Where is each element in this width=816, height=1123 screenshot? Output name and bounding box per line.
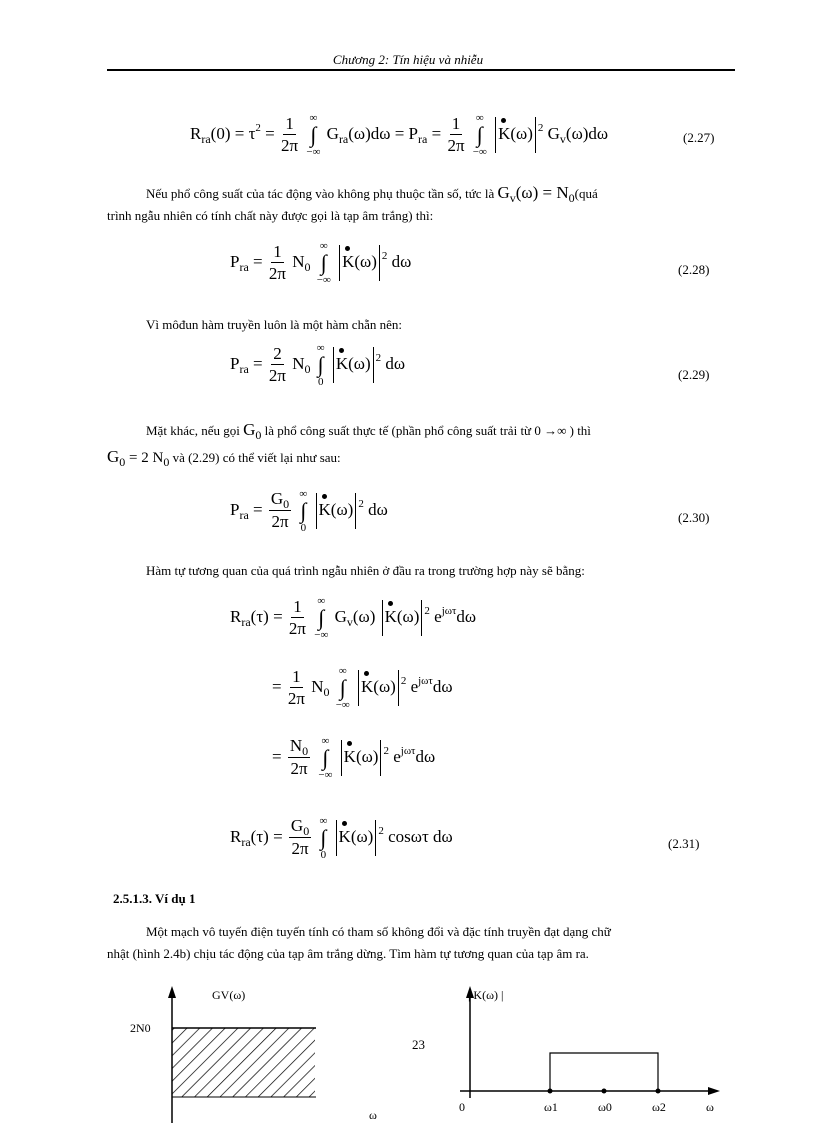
equation-2-29: $P_{ra}$ = $\frac{2}{2\pi}$ $N_0$ ∞ ∫ 0 K(ω) $^2$ dω <box>230 342 406 388</box>
equation-number-2-31: (2.31) <box>668 836 700 851</box>
paragraph-white-noise: Nếu phổ công suất của tác động vào không phụ thuộc tần số, tức là Gv(ω) = N0(quá <box>146 183 598 205</box>
w0-label: ω0 <box>598 1100 612 1114</box>
hatched-spectrum <box>172 1028 315 1097</box>
equation-autocorr-3: = $\frac{N_0}{2\pi}$ ∞ ∫ −∞ K(ω) $^2$ $e^{j\omega\tau}d\omega$ <box>272 735 436 781</box>
spectrum-ylabel: GV(ω) <box>212 988 246 1002</box>
k-ylabel: | K(ω) | <box>468 988 504 1002</box>
passband-rect <box>550 1053 658 1091</box>
equation-number-2-27: (2.27) <box>683 130 715 145</box>
equation-autocorr-1: $R_{ra}(\tau)$ = $\frac{1}{2\pi}$ ∞ ∫ −∞ $G_v(\omega)$ K(ω) $^2$ $e^{j\omega\tau}d\omega$ <box>230 595 477 641</box>
page-header: Chương 2: Tín hiệu và nhiễu <box>332 52 484 67</box>
figure-noise-spectrum <box>120 980 420 1123</box>
w2-marker <box>656 1089 661 1094</box>
equation-number-2-29: (2.29) <box>678 367 710 382</box>
equation-2-27: $R_{ra}(0) = \tau^2$ = $\frac{1}{2\pi}$ ∞ ∫ −∞ $G_{ra}(\omega)d\omega = P_{ra}$ = $\frac{1}{2\pi}$ ∞ ∫ −∞ K(ω) $^2$ $G_v(\omega)d\omega$ <box>190 112 609 158</box>
equation-number-2-30: (2.30) <box>678 510 710 525</box>
w1-marker <box>548 1089 553 1094</box>
paragraph-white-noise-line2: trình ngẫu nhiên có tính chất này được gọi là tạp âm trắng) thì: <box>107 208 434 223</box>
paragraph-autocorrelation: Hàm tự tương quan của quá trình ngẫu nhiên ở đầu ra trong trường hợp này sẽ bằng: <box>146 563 585 578</box>
page-number: 23 <box>412 1037 425 1052</box>
origin-label: 0 <box>459 1100 465 1114</box>
x-axis-arrow-icon <box>708 1087 720 1095</box>
k-xlabel: ω <box>706 1100 714 1114</box>
equation-autocorr-2: = $\frac{1}{2\pi}$ $N_0$ ∞ ∫ −∞ K(ω) $^2$ $e^{j\omega\tau}d\omega$ <box>272 665 453 711</box>
paragraph-g0-line2: G0 = 2 N0 và (2.29) có thể viết lại như sau: <box>107 447 341 469</box>
spectrum-level-label: 2N0 <box>130 1021 151 1035</box>
spectrum-xlabel: ω <box>369 1108 377 1122</box>
w1-label: ω1 <box>544 1100 558 1114</box>
paragraph-example-line2: nhật (hình 2.4b) chịu tác động của tạp âm trắng dừng. Tìm hàm tự tương quan của tạp âm ra. <box>107 946 589 961</box>
w2-label: ω2 <box>652 1100 666 1114</box>
equation-number-2-28: (2.28) <box>678 262 710 277</box>
w0-marker <box>602 1089 607 1094</box>
paragraph-example-line1: Một mạch vô tuyến điện tuyến tính có tham số không đổi và đặc tính truyền đạt dạng chữ <box>146 924 611 939</box>
equation-2-30: $P_{ra}$ = $\frac{G_0}{2\pi}$ ∞ ∫ 0 K(ω) $^2$ dω <box>230 488 388 534</box>
y-axis-arrow-icon <box>168 986 176 998</box>
equation-2-28: $P_{ra}$ = $\frac{1}{2\pi}$ $N_0$ ∞ ∫ −∞ K(ω) $^2$ dω <box>230 240 412 286</box>
header-rule <box>107 69 735 71</box>
paragraph-even-function: Vì môđun hàm truyền luôn là một hàm chẵn nên: <box>146 317 402 332</box>
equation-2-31: $R_{ra}(\tau)$ = $\frac{G_0}{2\pi}$ ∞ ∫ 0 K(ω) $^2$ cosωτ dω <box>230 815 453 861</box>
section-heading: 2.5.1.3. Ví dụ 1 <box>113 891 196 906</box>
figure-transfer-magnitude <box>450 980 730 1123</box>
paragraph-g0: Mặt khác, nếu gọi G0 là phổ công suất thực tế (phần phổ công suất trải từ 0 →∞ ) thì <box>146 420 591 442</box>
